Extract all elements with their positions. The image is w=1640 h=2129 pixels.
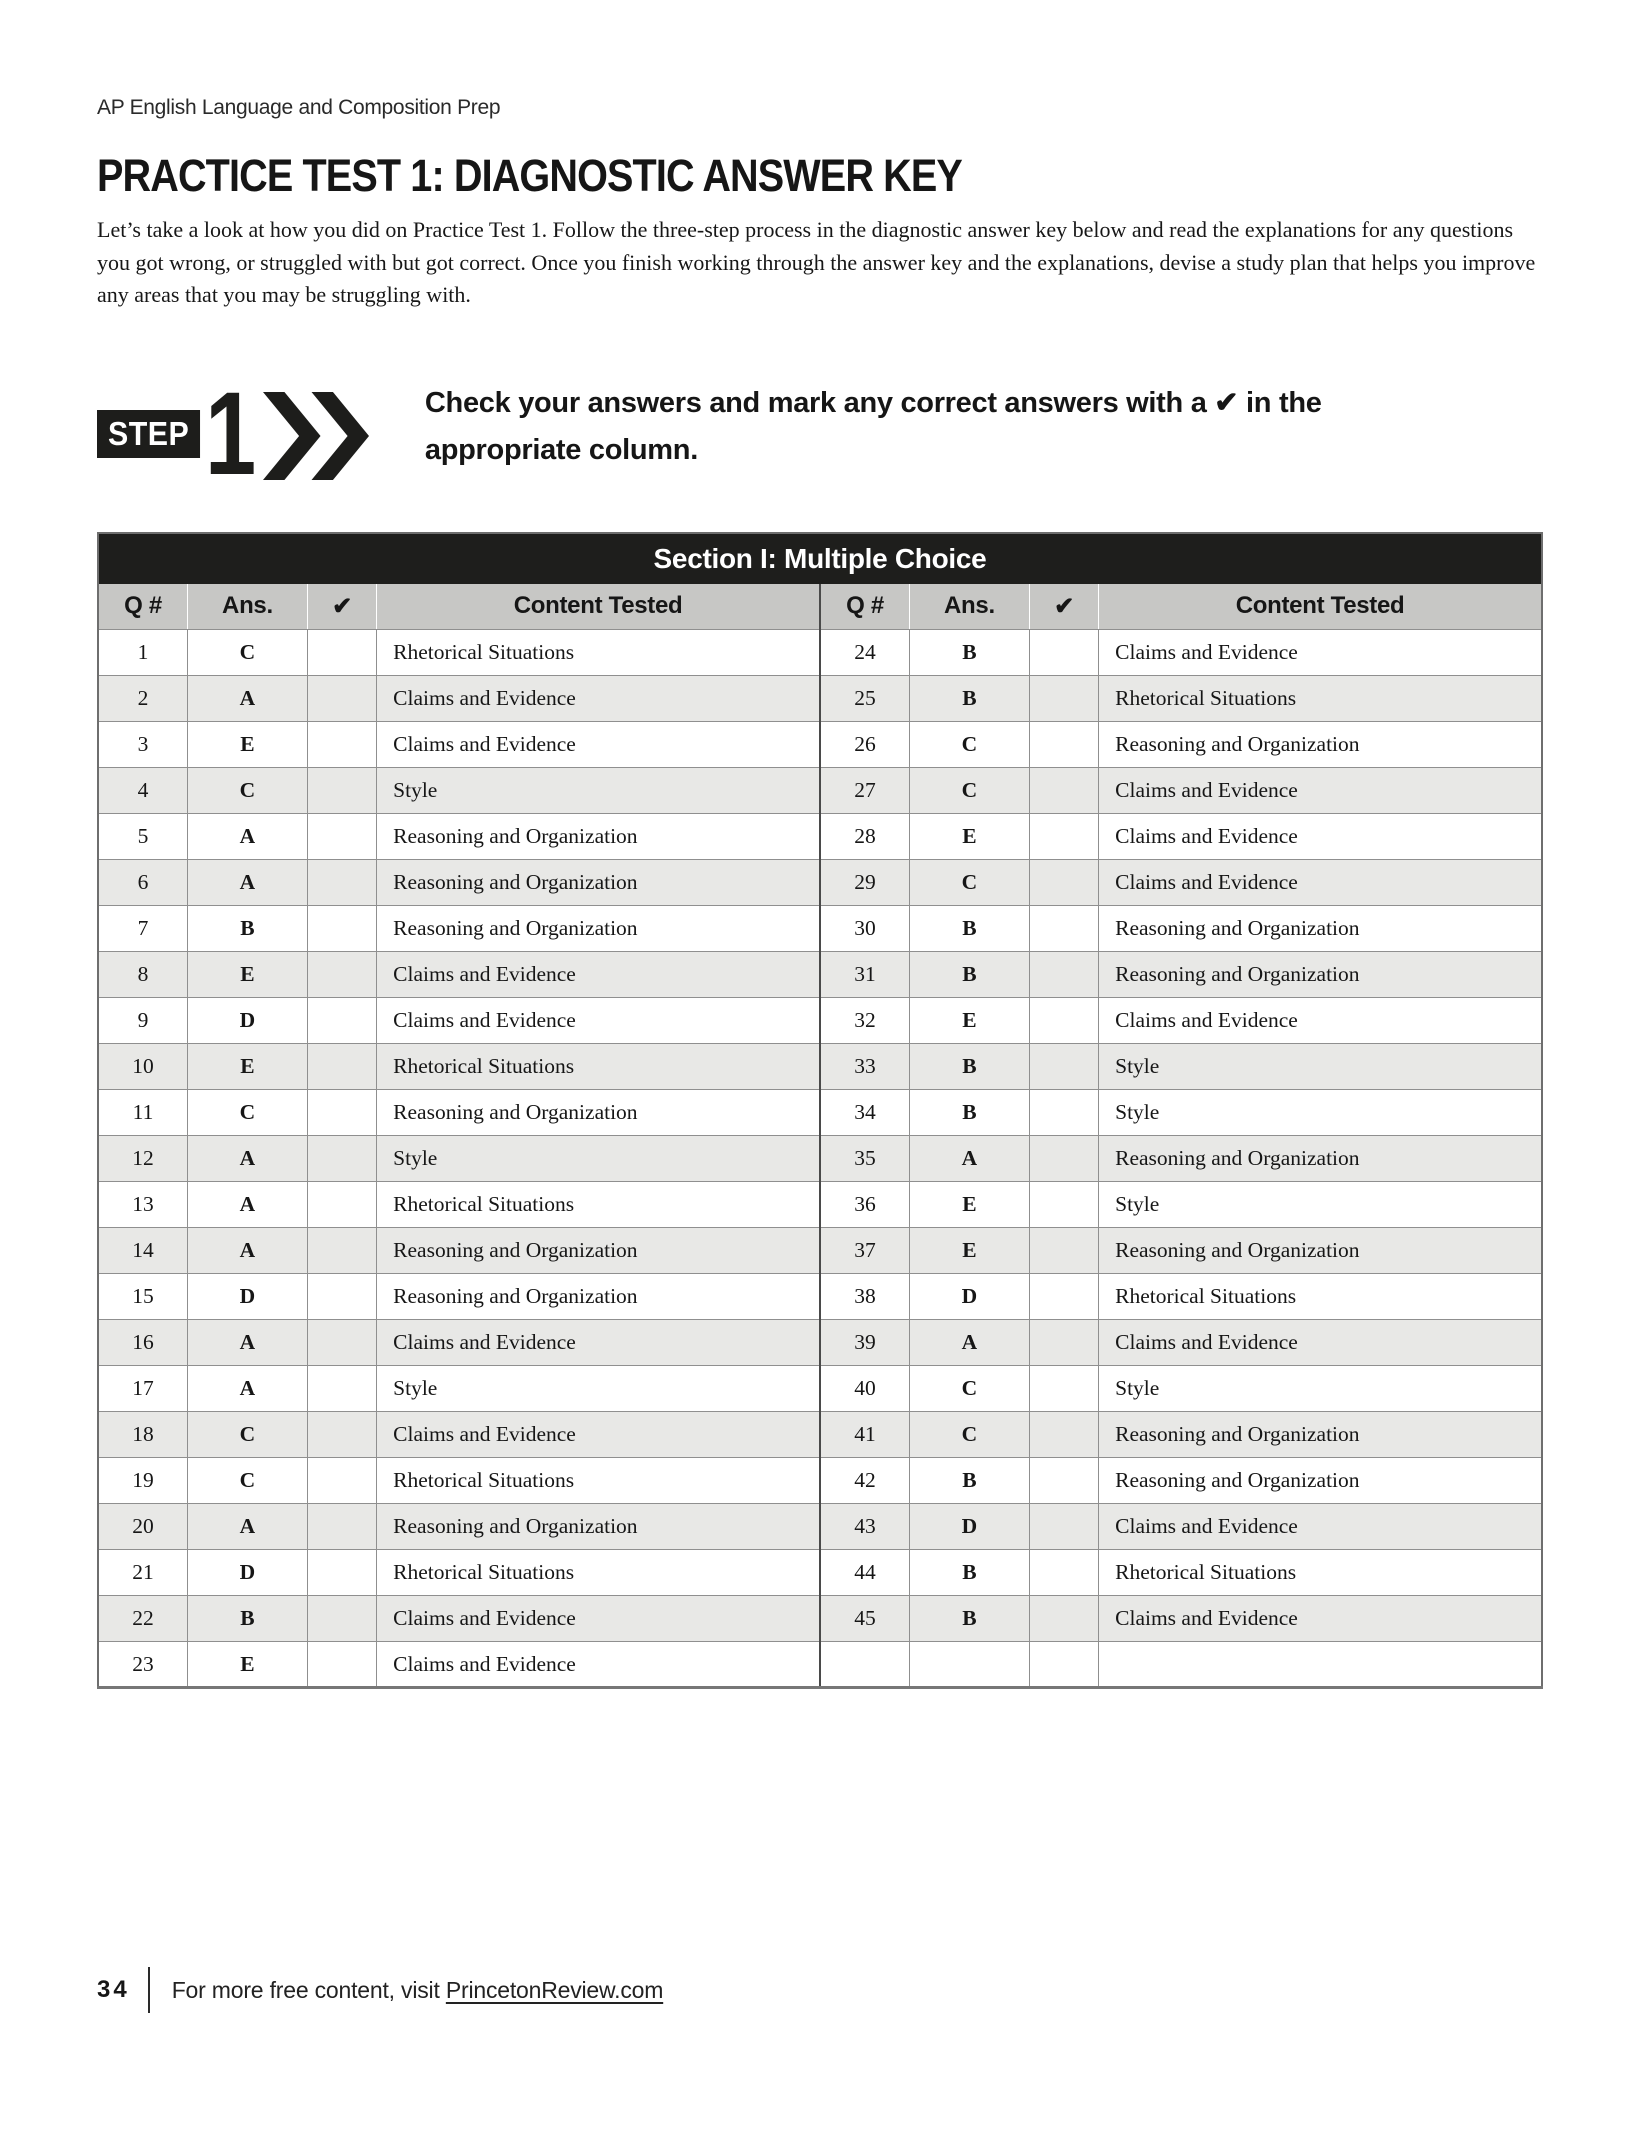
question-number-cell: 36 bbox=[820, 1182, 910, 1228]
answer-row bbox=[98, 1412, 1542, 1458]
answer-letter-cell: D bbox=[188, 1550, 308, 1596]
checkmark-cell bbox=[307, 860, 376, 906]
question-number-cell: 37 bbox=[820, 1228, 910, 1274]
question-number-cell: 5 bbox=[98, 814, 188, 860]
content-tested-cell: Reasoning and Organization bbox=[377, 1228, 820, 1274]
checkmark-cell bbox=[1029, 1182, 1098, 1228]
answer-row bbox=[98, 906, 1542, 952]
running-header: AP English Language and Composition Prep bbox=[97, 96, 501, 119]
question-number-cell: 3 bbox=[98, 722, 188, 768]
question-number-cell: 12 bbox=[98, 1136, 188, 1182]
answer-letter-cell: C bbox=[909, 768, 1029, 814]
checkmark-cell bbox=[307, 722, 376, 768]
answer-letter-cell: A bbox=[909, 1136, 1029, 1182]
content-tested-cell: Reasoning and Organization bbox=[1099, 1458, 1542, 1504]
answer-row bbox=[98, 1596, 1542, 1642]
content-tested-cell: Style bbox=[377, 1366, 820, 1412]
content-tested-cell: Reasoning and Organization bbox=[1099, 1136, 1542, 1182]
content-tested-cell: Reasoning and Organization bbox=[377, 860, 820, 906]
content-tested-cell: Claims and Evidence bbox=[1099, 1504, 1542, 1550]
checkmark-cell bbox=[307, 1412, 376, 1458]
content-tested-cell: Reasoning and Organization bbox=[1099, 906, 1542, 952]
checkmark-cell bbox=[1029, 768, 1098, 814]
page-title: PRACTICE TEST 1: DIAGNOSTIC ANSWER KEY bbox=[97, 150, 962, 201]
col-header-answer: Ans. bbox=[909, 584, 1029, 630]
content-tested-cell: Rhetorical Situations bbox=[1099, 1550, 1542, 1596]
step-1-block bbox=[97, 367, 1543, 500]
checkmark-cell bbox=[1029, 1136, 1098, 1182]
answer-letter-cell: E bbox=[188, 1642, 308, 1688]
answer-row bbox=[98, 1090, 1542, 1136]
answer-row bbox=[98, 1504, 1542, 1550]
checkmark-cell bbox=[307, 952, 376, 998]
answer-letter-cell: A bbox=[188, 1228, 308, 1274]
question-number-cell: 44 bbox=[820, 1550, 910, 1596]
step-label: STEP bbox=[97, 410, 200, 458]
answer-letter-cell: D bbox=[909, 1504, 1029, 1550]
answer-row bbox=[98, 1642, 1542, 1688]
checkmark-cell bbox=[1029, 952, 1098, 998]
answer-letter-cell: C bbox=[909, 1412, 1029, 1458]
col-header-qnum: Q # bbox=[98, 584, 188, 630]
content-tested-cell: Reasoning and Organization bbox=[377, 1504, 820, 1550]
checkmark-cell bbox=[307, 906, 376, 952]
checkmark-cell bbox=[1029, 1642, 1098, 1688]
checkmark-cell bbox=[307, 1136, 376, 1182]
content-tested-cell: Rhetorical Situations bbox=[377, 1182, 820, 1228]
content-tested-cell: Rhetorical Situations bbox=[377, 1044, 820, 1090]
page-footer bbox=[97, 1967, 1543, 2013]
question-number-cell: 4 bbox=[98, 768, 188, 814]
content-tested-cell: Claims and Evidence bbox=[377, 722, 820, 768]
content-tested-cell: Style bbox=[1099, 1044, 1542, 1090]
answer-row bbox=[98, 1458, 1542, 1504]
answer-letter-cell: C bbox=[188, 1412, 308, 1458]
checkmark-cell bbox=[1029, 814, 1098, 860]
question-number-cell: 29 bbox=[820, 860, 910, 906]
question-number-cell: 6 bbox=[98, 860, 188, 906]
question-number-cell: 7 bbox=[98, 906, 188, 952]
double-chevron-right-icon bbox=[263, 392, 369, 480]
content-tested-cell: Reasoning and Organization bbox=[1099, 722, 1542, 768]
content-tested-cell: Reasoning and Organization bbox=[1099, 1228, 1542, 1274]
checkmark-cell bbox=[307, 676, 376, 722]
intro-paragraph: Let’s take a look at how you did on Practice Test 1. Follow the three-step process in the diagnostic answer key below and read the explanations for any questions you got wrong, or struggled with but got correct. Once you finish working through the answer key and the explanations, devise a study plan that helps you improve any areas that you may be struggling with. bbox=[97, 217, 1536, 308]
answer-row bbox=[98, 768, 1542, 814]
answer-row bbox=[98, 1550, 1542, 1596]
question-number-cell: 31 bbox=[820, 952, 910, 998]
col-header-checkmark-icon: ✔ bbox=[307, 584, 376, 630]
answer-letter-cell: C bbox=[909, 860, 1029, 906]
checkmark-cell bbox=[307, 1090, 376, 1136]
content-tested-cell: Claims and Evidence bbox=[1099, 814, 1542, 860]
checkmark-cell bbox=[1029, 1274, 1098, 1320]
answer-letter-cell: A bbox=[188, 1504, 308, 1550]
content-tested-cell: Claims and Evidence bbox=[1099, 998, 1542, 1044]
content-tested-cell: Claims and Evidence bbox=[377, 1596, 820, 1642]
content-tested-cell: Claims and Evidence bbox=[1099, 1596, 1542, 1642]
footer-text bbox=[172, 1977, 664, 2004]
step-instruction: Check your answers and mark any correct answers with a ✔ in the appropriate column. bbox=[424, 386, 1322, 466]
answer-letter-cell: D bbox=[188, 1274, 308, 1320]
answer-letter-cell: C bbox=[188, 1090, 308, 1136]
checkmark-cell bbox=[307, 1642, 376, 1688]
answer-row bbox=[98, 1320, 1542, 1366]
col-header-qnum: Q # bbox=[820, 584, 910, 630]
checkmark-cell bbox=[1029, 1320, 1098, 1366]
question-number-cell: 43 bbox=[820, 1504, 910, 1550]
question-number-cell: 14 bbox=[98, 1228, 188, 1274]
answer-letter-cell: A bbox=[188, 814, 308, 860]
question-number-cell: 11 bbox=[98, 1090, 188, 1136]
answer-letter-cell: A bbox=[188, 1136, 308, 1182]
content-tested-cell: Reasoning and Organization bbox=[1099, 1412, 1542, 1458]
col-header-content: Content Tested bbox=[377, 584, 820, 630]
answer-letter-cell: B bbox=[909, 1596, 1029, 1642]
content-tested-cell: Claims and Evidence bbox=[1099, 768, 1542, 814]
answer-row bbox=[98, 630, 1542, 676]
question-number-cell: 19 bbox=[98, 1458, 188, 1504]
section-title: Section I: Multiple Choice bbox=[98, 533, 1542, 584]
content-tested-cell: Claims and Evidence bbox=[377, 952, 820, 998]
checkmark-cell bbox=[307, 1596, 376, 1642]
answer-row bbox=[98, 1366, 1542, 1412]
answer-letter-cell: A bbox=[188, 1182, 308, 1228]
answer-letter-cell: B bbox=[909, 906, 1029, 952]
answer-letter-cell: E bbox=[909, 998, 1029, 1044]
answer-letter-cell: E bbox=[188, 722, 308, 768]
question-number-cell: 30 bbox=[820, 906, 910, 952]
answer-letter-cell bbox=[909, 1642, 1029, 1688]
question-number-cell: 24 bbox=[820, 630, 910, 676]
content-tested-cell: Claims and Evidence bbox=[1099, 630, 1542, 676]
content-tested-cell: Style bbox=[1099, 1366, 1542, 1412]
question-number-cell: 8 bbox=[98, 952, 188, 998]
content-tested-cell: Reasoning and Organization bbox=[377, 1274, 820, 1320]
question-number-cell: 20 bbox=[98, 1504, 188, 1550]
section-title-row bbox=[98, 533, 1542, 584]
checkmark-cell bbox=[1029, 1412, 1098, 1458]
checkmark-cell bbox=[307, 1274, 376, 1320]
answer-table-body bbox=[98, 630, 1542, 1688]
content-tested-cell: Claims and Evidence bbox=[1099, 860, 1542, 906]
answer-letter-cell: D bbox=[188, 998, 308, 1044]
checkmark-cell bbox=[307, 1366, 376, 1412]
answer-letter-cell: C bbox=[188, 768, 308, 814]
answer-letter-cell: B bbox=[909, 1090, 1029, 1136]
content-tested-cell bbox=[1099, 1642, 1542, 1688]
page-number: 34 bbox=[97, 1976, 130, 2004]
content-tested-cell: Claims and Evidence bbox=[377, 676, 820, 722]
answer-row bbox=[98, 952, 1542, 998]
footer-text-prefix: For more free content, visit bbox=[171, 1976, 446, 2003]
checkmark-cell bbox=[307, 814, 376, 860]
content-tested-cell: Rhetorical Situations bbox=[377, 1550, 820, 1596]
checkmark-cell bbox=[1029, 676, 1098, 722]
answer-letter-cell: A bbox=[188, 1320, 308, 1366]
checkmark-cell bbox=[1029, 722, 1098, 768]
answer-letter-cell: E bbox=[188, 1044, 308, 1090]
content-tested-cell: Style bbox=[377, 1136, 820, 1182]
checkmark-cell bbox=[1029, 1458, 1098, 1504]
checkmark-cell bbox=[307, 1228, 376, 1274]
answer-letter-cell: A bbox=[188, 860, 308, 906]
question-number-cell: 38 bbox=[820, 1274, 910, 1320]
question-number-cell: 39 bbox=[820, 1320, 910, 1366]
question-number-cell: 27 bbox=[820, 768, 910, 814]
answer-letter-cell: E bbox=[909, 1182, 1029, 1228]
answer-row bbox=[98, 998, 1542, 1044]
answer-letter-cell: B bbox=[188, 1596, 308, 1642]
question-number-cell: 26 bbox=[820, 722, 910, 768]
question-number-cell: 41 bbox=[820, 1412, 910, 1458]
content-tested-cell: Rhetorical Situations bbox=[377, 1458, 820, 1504]
answer-row bbox=[98, 1228, 1542, 1274]
checkmark-cell bbox=[1029, 998, 1098, 1044]
checkmark-cell bbox=[307, 630, 376, 676]
answer-row bbox=[98, 1044, 1542, 1090]
question-number-cell: 45 bbox=[820, 1596, 910, 1642]
answer-letter-cell: E bbox=[909, 814, 1029, 860]
question-number-cell: 21 bbox=[98, 1550, 188, 1596]
answer-row bbox=[98, 1182, 1542, 1228]
content-tested-cell: Style bbox=[1099, 1090, 1542, 1136]
checkmark-cell bbox=[1029, 1366, 1098, 1412]
col-header-checkmark-icon: ✔ bbox=[1029, 584, 1098, 630]
answer-letter-cell: B bbox=[909, 1550, 1029, 1596]
question-number-cell: 40 bbox=[820, 1366, 910, 1412]
answer-row bbox=[98, 1274, 1542, 1320]
step-1-badge bbox=[97, 367, 369, 500]
question-number-cell: 18 bbox=[98, 1412, 188, 1458]
content-tested-cell: Rhetorical Situations bbox=[1099, 1274, 1542, 1320]
question-number-cell: 15 bbox=[98, 1274, 188, 1320]
answer-letter-cell: B bbox=[909, 630, 1029, 676]
checkmark-cell bbox=[307, 1320, 376, 1366]
question-number-cell: 2 bbox=[98, 676, 188, 722]
footer-divider bbox=[148, 1967, 150, 2013]
content-tested-cell: Reasoning and Organization bbox=[377, 906, 820, 952]
checkmark-cell bbox=[307, 768, 376, 814]
answer-letter-cell: B bbox=[909, 952, 1029, 998]
checkmark-cell bbox=[307, 1550, 376, 1596]
answer-key-table bbox=[97, 532, 1543, 1690]
step-number: 1 bbox=[205, 367, 257, 500]
checkmark-cell bbox=[1029, 630, 1098, 676]
question-number-cell: 34 bbox=[820, 1090, 910, 1136]
checkmark-cell bbox=[307, 998, 376, 1044]
checkmark-cell bbox=[1029, 1090, 1098, 1136]
answer-letter-cell: C bbox=[188, 1458, 308, 1504]
col-header-content: Content Tested bbox=[1099, 584, 1542, 630]
answer-letter-cell: A bbox=[188, 1366, 308, 1412]
content-tested-cell: Claims and Evidence bbox=[377, 1320, 820, 1366]
content-tested-cell: Claims and Evidence bbox=[377, 1642, 820, 1688]
answer-row bbox=[98, 860, 1542, 906]
col-header-answer: Ans. bbox=[188, 584, 308, 630]
question-number-cell: 16 bbox=[98, 1320, 188, 1366]
answer-row bbox=[98, 722, 1542, 768]
question-number-cell: 13 bbox=[98, 1182, 188, 1228]
princeton-review-link[interactable]: PrincetonReview.com bbox=[445, 1976, 664, 2003]
question-number-cell: 33 bbox=[820, 1044, 910, 1090]
column-header-row bbox=[98, 584, 1542, 630]
checkmark-cell bbox=[1029, 1504, 1098, 1550]
question-number-cell: 9 bbox=[98, 998, 188, 1044]
question-number-cell: 23 bbox=[98, 1642, 188, 1688]
question-number-cell: 42 bbox=[820, 1458, 910, 1504]
content-tested-cell: Reasoning and Organization bbox=[1099, 952, 1542, 998]
question-number-cell: 10 bbox=[98, 1044, 188, 1090]
answer-letter-cell: D bbox=[909, 1274, 1029, 1320]
question-number-cell bbox=[820, 1642, 910, 1688]
checkmark-cell bbox=[1029, 1044, 1098, 1090]
checkmark-cell bbox=[307, 1044, 376, 1090]
answer-letter-cell: B bbox=[909, 1044, 1029, 1090]
checkmark-cell bbox=[1029, 906, 1098, 952]
question-number-cell: 32 bbox=[820, 998, 910, 1044]
content-tested-cell: Style bbox=[1099, 1182, 1542, 1228]
answer-letter-cell: B bbox=[909, 1458, 1029, 1504]
content-tested-cell: Reasoning and Organization bbox=[377, 1090, 820, 1136]
checkmark-cell bbox=[307, 1182, 376, 1228]
answer-row bbox=[98, 676, 1542, 722]
answer-letter-cell: C bbox=[909, 722, 1029, 768]
content-tested-cell: Style bbox=[377, 768, 820, 814]
content-tested-cell: Rhetorical Situations bbox=[1099, 676, 1542, 722]
answer-letter-cell: C bbox=[909, 1366, 1029, 1412]
content-tested-cell: Reasoning and Organization bbox=[377, 814, 820, 860]
question-number-cell: 17 bbox=[98, 1366, 188, 1412]
question-number-cell: 28 bbox=[820, 814, 910, 860]
checkmark-cell bbox=[1029, 1596, 1098, 1642]
answer-row bbox=[98, 814, 1542, 860]
answer-letter-cell: A bbox=[188, 676, 308, 722]
question-number-cell: 35 bbox=[820, 1136, 910, 1182]
checkmark-cell bbox=[1029, 1550, 1098, 1596]
question-number-cell: 1 bbox=[98, 630, 188, 676]
answer-letter-cell: E bbox=[188, 952, 308, 998]
question-number-cell: 25 bbox=[820, 676, 910, 722]
checkmark-cell bbox=[307, 1504, 376, 1550]
checkmark-cell bbox=[1029, 860, 1098, 906]
answer-row bbox=[98, 1136, 1542, 1182]
answer-letter-cell: E bbox=[909, 1228, 1029, 1274]
checkmark-cell bbox=[307, 1458, 376, 1504]
question-number-cell: 22 bbox=[98, 1596, 188, 1642]
content-tested-cell: Claims and Evidence bbox=[1099, 1320, 1542, 1366]
answer-letter-cell: C bbox=[188, 630, 308, 676]
content-tested-cell: Rhetorical Situations bbox=[377, 630, 820, 676]
content-tested-cell: Claims and Evidence bbox=[377, 998, 820, 1044]
answer-letter-cell: B bbox=[188, 906, 308, 952]
answer-letter-cell: A bbox=[909, 1320, 1029, 1366]
answer-letter-cell: B bbox=[909, 676, 1029, 722]
content-tested-cell: Claims and Evidence bbox=[377, 1412, 820, 1458]
checkmark-cell bbox=[1029, 1228, 1098, 1274]
